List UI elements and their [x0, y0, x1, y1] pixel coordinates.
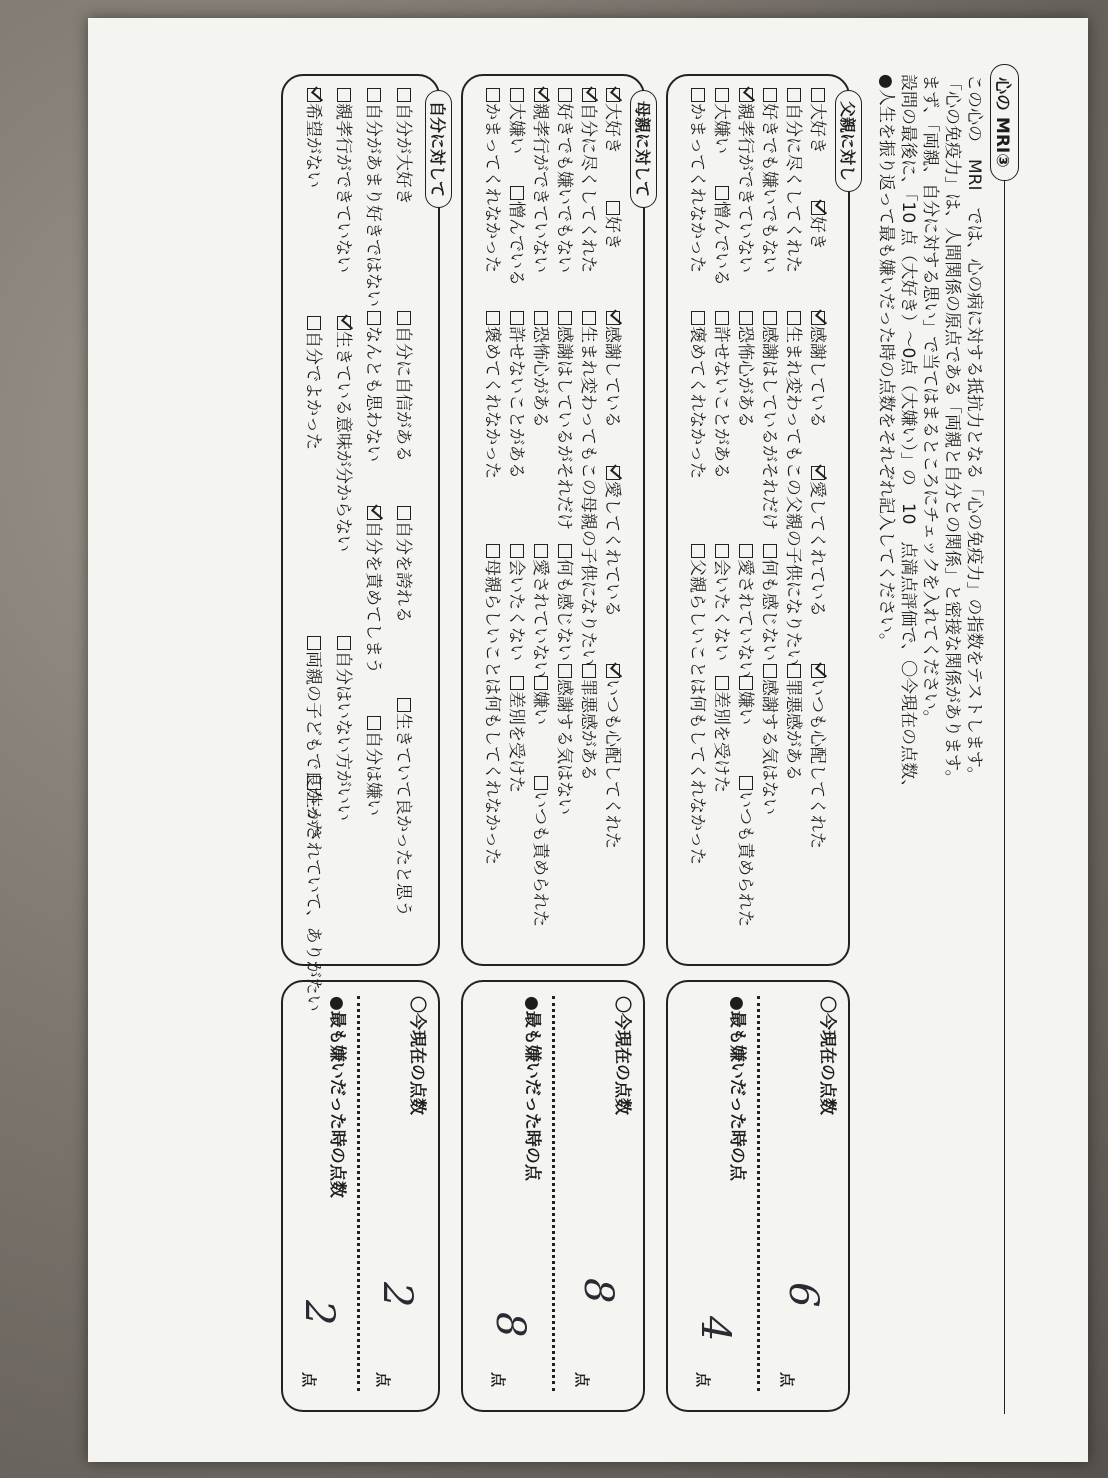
worst-score-label: ●最も嫌いだった時の点	[522, 996, 542, 1181]
father-checklist-item[interactable]	[735, 676, 760, 725]
father-checklist-item[interactable]	[711, 311, 736, 479]
checkbox-icon[interactable]	[510, 676, 524, 690]
checkbox-icon[interactable]	[397, 88, 411, 102]
mother-checklist-item[interactable]	[530, 676, 555, 725]
checkbox-icon[interactable]	[534, 544, 548, 558]
checklist-item-label: 自分に尽くしてくれた	[783, 103, 803, 273]
checklist-item-label: 褒めてくれなかった	[482, 326, 502, 479]
intro-line: 設問の最後に、「10 点（大好き）～0点（大嫌い）」の 10 点満点評価で、〇今現在の点数、	[898, 74, 918, 797]
self-checklist-item[interactable]	[363, 88, 388, 307]
father-checklist-item[interactable]	[735, 88, 760, 273]
mother-checklist-item[interactable]	[530, 544, 555, 678]
mother-checklist-item[interactable]	[482, 544, 507, 865]
checklist-item-label: 生きている意味が分からない	[333, 331, 353, 552]
father-checklist-item[interactable]	[687, 88, 712, 273]
checklist-item-label: 差別を受けた	[711, 691, 731, 793]
score-divider	[552, 996, 555, 1391]
checklist-item-label: いつも責められた	[735, 791, 755, 927]
checked-box-icon[interactable]	[606, 664, 620, 678]
checklist-item-label: 好きでも嫌いでもない	[759, 103, 779, 273]
checkbox-icon[interactable]	[558, 88, 572, 102]
checkbox-icon[interactable]	[510, 544, 524, 558]
self-checklist-item[interactable]	[393, 311, 418, 462]
checkbox-icon[interactable]	[691, 544, 705, 558]
father-checklist-item[interactable]	[711, 676, 736, 793]
mother-checklist-item[interactable]	[482, 88, 507, 273]
worst-score-value: 8	[487, 1312, 533, 1338]
checkbox-icon[interactable]	[337, 636, 351, 650]
checkbox-icon[interactable]	[715, 186, 729, 200]
checkbox-icon[interactable]	[763, 311, 777, 325]
mother-checklist-item[interactable]	[602, 664, 627, 849]
father-checklist-item[interactable]	[807, 88, 832, 154]
mother-checklist-item[interactable]	[578, 88, 603, 273]
mother-section-label: 母親に対して	[630, 90, 657, 208]
self-checklist-item[interactable]	[333, 88, 358, 273]
checkbox-icon[interactable]	[739, 544, 753, 558]
intro-line: この心の MRI では、心の病に対する抵抗力となる「心の免疫力」の指数をテストします。	[964, 74, 984, 784]
checklist-item-label: 感謝する気はない	[554, 679, 574, 815]
father-checklist-item[interactable]	[807, 201, 832, 250]
mother-checklist-item[interactable]	[554, 88, 579, 273]
checklist-item-label: 生きていて良かったと思う	[393, 713, 413, 917]
father-checklist-item[interactable]	[687, 544, 712, 865]
checkbox-icon[interactable]	[739, 311, 753, 325]
checklist-item-label: 憎んでいる	[506, 201, 526, 286]
score-divider	[757, 996, 760, 1391]
checkbox-icon[interactable]	[582, 311, 596, 325]
father-checklist-item[interactable]	[783, 311, 808, 666]
checkbox-icon[interactable]	[510, 186, 524, 200]
checkbox-icon[interactable]	[715, 311, 729, 325]
checklist-item-label: 愛されていない	[735, 559, 755, 678]
checklist-item-label: 愛されていない	[530, 559, 550, 678]
checklist-item-label: 罪悪感がある	[578, 679, 598, 781]
checkbox-icon[interactable]	[534, 676, 548, 690]
mother-score-box	[461, 980, 645, 1412]
checklist-item-label: かまってくれなかった	[687, 103, 707, 273]
checkbox-icon[interactable]	[367, 88, 381, 102]
checklist-item-label: 会いたくない	[506, 559, 526, 661]
checkbox-icon[interactable]	[337, 88, 351, 102]
intro-text	[875, 74, 985, 1414]
title-rule	[1004, 74, 1005, 1414]
checklist-item-label: 許せないことがある	[711, 326, 731, 479]
checkbox-icon[interactable]	[534, 311, 548, 325]
checkbox-icon[interactable]	[486, 544, 500, 558]
checklist-item-label: 感謝はしているがそれだけ	[554, 326, 574, 530]
checklist-item-label: 自分はいない方がいい	[333, 651, 353, 821]
father-section	[666, 74, 857, 966]
checklist-item-label: 何も感じない	[554, 559, 574, 661]
checked-box-icon[interactable]	[337, 316, 351, 330]
checklist-item-label: 感謝はしているがそれだけ	[759, 326, 779, 530]
checkbox-icon[interactable]	[558, 311, 572, 325]
checked-box-icon[interactable]	[739, 88, 753, 102]
checked-box-icon[interactable]	[811, 201, 825, 215]
checklist-item-label: 大嫌い	[506, 103, 526, 154]
checkbox-icon[interactable]	[739, 776, 753, 790]
father-checklist-item[interactable]	[807, 311, 832, 428]
mother-section	[461, 74, 652, 966]
mother-checklist-item[interactable]	[530, 776, 555, 927]
checklist-item-label: 親孝行ができていない	[735, 103, 755, 273]
worst-score-value: 4	[692, 1316, 738, 1342]
checklist-item-label: いつも責められた	[530, 791, 550, 927]
father-checklist-item[interactable]	[783, 664, 808, 781]
checklist-item-label: 自分が大好き	[393, 103, 413, 205]
checklist-item-label: 感謝する気はない	[759, 679, 779, 815]
checklist-item-label: 嫌い	[735, 691, 755, 725]
father-checklist-item[interactable]	[759, 88, 784, 273]
checkbox-icon[interactable]	[367, 716, 381, 730]
checkbox-icon[interactable]	[691, 88, 705, 102]
mother-checklist-item[interactable]	[554, 664, 579, 815]
mother-checklist-item[interactable]	[506, 544, 531, 661]
checklist-item-label: 大好き	[602, 103, 622, 154]
checkbox-icon[interactable]	[367, 311, 381, 325]
checkbox-icon[interactable]	[486, 88, 500, 102]
checklist-item-label: 父親らしいことは何もしてくれなかった	[687, 559, 707, 865]
mother-checklist-item[interactable]	[506, 311, 531, 479]
checkbox-icon[interactable]	[307, 636, 321, 650]
checkbox-icon[interactable]	[558, 544, 572, 558]
worst-score-label: ●最も嫌いだった時の点	[727, 996, 747, 1181]
checklist-item-label: 自分に尽くしてくれた	[578, 103, 598, 273]
father-checklist-item[interactable]	[711, 186, 736, 286]
mother-checklist-item[interactable]	[506, 88, 531, 154]
mother-checklist-item[interactable]	[530, 311, 555, 428]
mother-checklist-item[interactable]	[554, 544, 579, 661]
checklist-item-label: 許せないことがある	[506, 326, 526, 479]
mother-checklist-item[interactable]	[602, 466, 627, 617]
checked-box-icon[interactable]	[811, 664, 825, 678]
checklist-item-label: 恐怖心がある	[530, 326, 550, 428]
checklist-item-label: 希望がない	[303, 103, 323, 188]
checked-box-icon[interactable]	[811, 466, 825, 480]
checklist-item-label: 自分を責めてしまう	[363, 521, 383, 674]
checkbox-icon[interactable]	[811, 88, 825, 102]
checklist-item-label: 好き	[807, 216, 827, 250]
checklist-item-label: 好きでも嫌いでもない	[554, 103, 574, 273]
checkbox-icon[interactable]	[763, 88, 777, 102]
page-title: 心の MRI③	[990, 64, 1019, 181]
current-score-label: 〇今現在の点数	[612, 996, 632, 1115]
checklist-item-label: 何も感じない	[759, 559, 779, 661]
checkbox-icon[interactable]	[510, 88, 524, 102]
current-score-unit: 点	[374, 1372, 392, 1388]
current-score-unit: 点	[573, 1372, 591, 1388]
current-score-value: 2	[374, 1282, 420, 1308]
checklist-item-label: 自分を誇れる	[393, 521, 413, 623]
mother-checklist-item[interactable]	[506, 676, 531, 793]
checklist-item-label: 褒めてくれなかった	[687, 326, 707, 479]
father-checklist-item[interactable]	[735, 776, 760, 927]
current-score-label: 〇今現在の点数	[817, 996, 837, 1115]
checklist-item-label: 会いたくない	[711, 559, 731, 661]
checklist-item-label: 感謝している	[807, 326, 827, 428]
checkbox-icon[interactable]	[558, 664, 572, 678]
father-checklist-item[interactable]	[735, 544, 760, 678]
checklist-item-label: 自分に自信がある	[393, 326, 413, 462]
checked-box-icon[interactable]	[606, 311, 620, 325]
checkbox-icon[interactable]	[307, 316, 321, 330]
checked-box-icon[interactable]	[534, 88, 548, 102]
checkbox-icon[interactable]	[715, 88, 729, 102]
intro-line: 「心の免疫力」は、人間関係の原点である「両親と自分との関係」と密接な関係があります。	[942, 74, 962, 787]
father-score-box	[666, 980, 850, 1412]
checklist-item-label: 大好き	[807, 103, 827, 154]
mother-checklist-item[interactable]	[506, 186, 531, 286]
checklist-item-label: いつも心配してくれた	[807, 679, 827, 849]
checked-box-icon[interactable]	[811, 311, 825, 325]
checked-box-icon[interactable]	[582, 88, 596, 102]
worst-score-unit: 点	[489, 1372, 507, 1388]
checkbox-icon[interactable]	[787, 311, 801, 325]
checked-box-icon[interactable]	[606, 88, 620, 102]
checkbox-icon[interactable]	[486, 311, 500, 325]
checklist-item-label: なんとも思わない	[363, 326, 383, 462]
paper-sheet	[88, 18, 1088, 1462]
current-score-value: 6	[780, 1282, 826, 1308]
mother-checklist-item[interactable]	[578, 311, 603, 666]
checkbox-icon[interactable]	[763, 664, 777, 678]
father-section-label: 父親に対し	[835, 90, 862, 192]
checklist-item-label: 感謝している	[602, 326, 622, 428]
checkbox-icon[interactable]	[787, 664, 801, 678]
checkbox-icon[interactable]	[739, 676, 753, 690]
checklist-item-label: 生まれ変わってもこの父親の子供になりたい	[783, 326, 803, 666]
checkbox-icon[interactable]	[715, 544, 729, 558]
checklist-item-label: 差別を受けた	[506, 691, 526, 793]
father-checklist-item[interactable]	[711, 88, 736, 154]
current-score-unit: 点	[778, 1372, 796, 1388]
checklist-item-label: 生まれ変わってもこの母親の子供になりたい	[578, 326, 598, 666]
father-checklist-item[interactable]	[687, 311, 712, 479]
mother-checklist-item[interactable]	[554, 311, 579, 530]
self-section	[281, 74, 447, 1012]
checklist-item-label: 親孝行ができていない	[530, 103, 550, 273]
checkbox-icon[interactable]	[582, 664, 596, 678]
father-checklist-item[interactable]	[807, 466, 832, 617]
worst-score-unit: 点	[694, 1372, 712, 1388]
score-divider	[357, 996, 360, 1391]
checked-box-icon[interactable]	[606, 466, 620, 480]
self-score-box	[281, 980, 440, 1412]
worst-score-value: 2	[296, 1300, 342, 1326]
self-checklist-item[interactable]	[393, 88, 418, 205]
checklist-item-label: 大嫌い	[711, 103, 731, 154]
current-score-label: 〇今現在の点数	[407, 996, 427, 1115]
self-checklist-item[interactable]	[363, 506, 388, 674]
checkbox-icon[interactable]	[397, 311, 411, 325]
self-checklist-item[interactable]	[303, 88, 328, 188]
mother-checklist-item[interactable]	[602, 311, 627, 428]
current-score-value: 8	[575, 1278, 621, 1304]
checkbox-icon[interactable]	[606, 201, 620, 215]
checklist-item-label: 母親らしいことは何もしてくれなかった	[482, 559, 502, 865]
checkbox-icon[interactable]	[691, 311, 705, 325]
father-checklist-item[interactable]	[759, 664, 784, 815]
mother-checklist-item[interactable]	[530, 88, 555, 273]
checklist-item-label: 愛してくれている	[807, 481, 827, 617]
self-checklist-item[interactable]	[363, 311, 388, 462]
checklist-item-label: 嫌い	[530, 691, 550, 725]
checkbox-icon[interactable]	[763, 544, 777, 558]
father-checklist-item[interactable]	[759, 544, 784, 661]
checklist-item-label: 自分があまり好きではない	[363, 103, 383, 307]
self-checklist-item[interactable]	[303, 316, 328, 450]
checklist-item-label: 恐怖心がある	[735, 326, 755, 428]
checkbox-icon[interactable]	[397, 506, 411, 520]
checklist-item-label: いつも心配してくれた	[602, 679, 622, 849]
checklist-item-label: 好き	[602, 216, 622, 250]
checklist-item-label: 罪悪感がある	[783, 679, 803, 781]
checkbox-icon[interactable]	[510, 311, 524, 325]
mother-checklist-item[interactable]	[578, 664, 603, 781]
worst-score-label: ●最も嫌いだった時の点数	[327, 996, 347, 1198]
rotated-form	[88, 34, 1085, 1444]
checkbox-icon[interactable]	[715, 676, 729, 690]
checklist-item-label: 自分でよかった	[303, 331, 323, 450]
father-checklist-item[interactable]	[711, 544, 736, 661]
father-checklist-item[interactable]	[759, 311, 784, 530]
checklist-item-label: 親孝行ができていない	[333, 103, 353, 273]
father-checklist-item[interactable]	[807, 664, 832, 849]
mother-checklist-item[interactable]	[602, 201, 627, 250]
checkbox-icon[interactable]	[534, 776, 548, 790]
intro-line: ●人生を振り返って最も嫌いだった時の点数をそれぞれ記入してください。	[876, 74, 896, 650]
intro-line: まず、「両親、自分に対する思い」で当てはまるところにチェックを入れてください。	[920, 74, 940, 727]
checklist-item-label: かまってくれなかった	[482, 103, 502, 273]
self-checklist-item[interactable]	[303, 776, 328, 1012]
checked-box-icon[interactable]	[307, 88, 321, 102]
checkbox-icon[interactable]	[787, 88, 801, 102]
checklist-item-label: 両親の子どもで良かった	[303, 651, 323, 838]
checkbox-icon[interactable]	[307, 776, 321, 790]
mother-checklist-item[interactable]	[602, 88, 627, 154]
self-section-label: 自分に対して	[425, 90, 452, 208]
self-checklist-item[interactable]	[393, 698, 418, 917]
worst-score-unit: 点	[300, 1372, 318, 1388]
checked-box-icon[interactable]	[367, 506, 381, 520]
checklist-item-label: 自分は嫌い	[363, 731, 383, 816]
checklist-item-label: 愛してくれている	[602, 481, 622, 617]
checklist-item-label: 生かされていて、ありがたい	[303, 791, 323, 1012]
self-checklist-item[interactable]	[393, 506, 418, 623]
self-checklist-item[interactable]	[333, 316, 358, 552]
checklist-item-label: 憎んでいる	[711, 201, 731, 286]
self-checklist-item[interactable]	[333, 636, 358, 821]
father-checklist-item[interactable]	[735, 311, 760, 428]
father-checklist-item[interactable]	[783, 88, 808, 273]
mother-checklist-item[interactable]	[482, 311, 507, 479]
self-checklist-item[interactable]	[363, 716, 388, 816]
checkbox-icon[interactable]	[397, 698, 411, 712]
